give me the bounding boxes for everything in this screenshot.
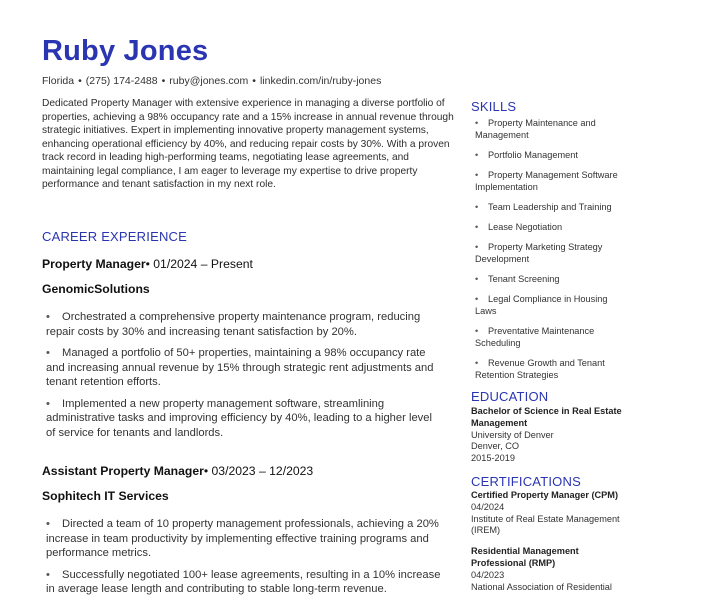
bullet-text: Directed a team of 10 property management professionals, achieving a 20% increase in team productivity by implementing effective training programs and performance metrics. [46,518,439,559]
certification-name: Residential Management Professional (RMP) [471,546,579,568]
job-bullet [42,346,442,390]
bullet-text: Implemented a new property management software, streamlining administrative tasks and improving efficiency by 40%, leading to a higher level of service for tenants and landlords. [46,397,432,439]
bullet-marker: • [46,397,50,410]
certification-date: 04/2024 [471,501,505,512]
bullet-marker: • [475,170,479,180]
job-company: GenomicSolutions [42,282,150,296]
contact-separator: • [78,75,82,87]
contact-separator: • [252,75,256,87]
job-title-line [42,463,442,479]
contact-phone: (275) 174-2488 [85,75,158,87]
job-dates: • 01/2024 – Present [145,257,253,271]
certification-issuer: Institute of Real Estate Management (IREM) [471,513,620,536]
job-bullet [42,310,442,339]
education-entry [471,406,631,465]
bullet-marker: • [475,150,479,160]
skill-label: Property Marketing Strategy Development [475,242,603,264]
contact-linkedin: linkedin.com/in/ruby-jones [259,75,382,87]
job-role: Property Manager [42,257,146,271]
bullet-marker: • [475,358,479,368]
skill-item [471,293,631,317]
contact-separator: • [161,75,166,87]
skill-label: Property Management Software Implementation [475,170,618,192]
career-experience-heading: CAREER EXPERIENCE [42,229,187,244]
skill-label: Tenant Screening [488,274,560,284]
job-bullets [42,310,442,440]
contact-email: ruby@jones.com [169,75,249,87]
education-years: 2015-2019 [471,453,515,464]
contact-location: Florida [42,75,75,87]
skill-label: Property Maintenance and Management [475,118,596,140]
certification-entry [471,490,631,537]
skill-item [471,241,631,265]
bullet-text: Orchestrated a comprehensive property maintenance program, reducing repair costs by 30% and increasing tenant satisfaction by 20%. [46,311,421,338]
bullet-text: Successfully negotiated 100+ lease agreements, resulting in a 10% increase in average lease length and contributing to stable long-term revenue. [46,568,441,595]
certification-name: Certified Property Manager (CPM) [471,489,619,500]
education-heading: EDUCATION [471,389,549,404]
skill-item [471,273,631,285]
skill-label: Lease Negotiation [488,222,563,232]
job-dates: • 03/2023 – 12/2023 [203,464,314,478]
skill-item [471,201,631,213]
skill-item [471,325,631,349]
job-title-line [42,256,442,272]
job-entry [42,463,442,604]
skill-item [471,169,631,193]
bullet-marker: • [475,202,479,212]
skill-label: Team Leadership and Training [488,202,612,212]
skill-label: Preventative Maintenance Scheduling [475,326,595,348]
certification-entry [471,546,631,593]
job-bullets [42,517,442,597]
bullet-text: Managed a portfolio of 50+ properties, maintaining a 98% occupancy rate and increasing annual revenue by 15% through strategic rent adjustments and tenant retention efforts. [46,347,434,388]
bullet-marker: • [475,222,479,232]
job-bullet [42,568,442,597]
skill-item [471,117,631,141]
job-role: Assistant Property Manager [42,464,204,478]
bullet-marker: • [475,118,479,128]
certification-issuer: National Association of Residential [471,581,612,592]
education-location: Denver, CO [471,441,519,452]
job-bullet [42,397,442,441]
bullet-marker: • [475,274,479,284]
skills-heading: SKILLS [471,99,517,114]
bullet-marker: • [475,326,479,336]
skill-label: Revenue Growth and Tenant Retention Strategies [475,358,605,380]
bullet-marker: • [46,568,50,581]
bullet-marker: • [475,242,479,252]
bullet-marker: • [46,347,50,359]
contact-line [42,74,381,88]
education-degree: Bachelor of Science in Real Estate Management [471,406,622,428]
certification-date: 04/2023 [471,569,505,580]
skill-label: Portfolio Management [488,150,578,160]
skill-label: Legal Compliance in Housing Laws [475,294,608,316]
bullet-marker: • [475,294,479,304]
job-entry [42,256,442,447]
skill-item [471,149,631,161]
candidate-name: Ruby Jones [42,35,209,67]
certifications-heading: CERTIFICATIONS [471,473,581,489]
bullet-marker: • [46,311,50,323]
education-school: University of Denver [471,429,554,440]
job-bullet [42,517,442,561]
skills-list [471,117,631,381]
skill-item [471,221,631,233]
bullet-marker: • [46,518,50,530]
job-company: Sophitech IT Services [42,489,169,503]
professional-summary: Dedicated Property Manager with extensive experience in managing a diverse portfolio of properties, achieving a 98% occupancy rate and a 15% increase in annual revenue through strategic initiatives. Expert in implementing innovative property management systems, enhancing operational efficiency by 40%, and reducing repair costs by 30%. With a proven track record in leading high-performing teams, negotiating lease agreements, and maintaining legal compliance, I am eager to leverage my expertise to drive property performance and tenant satisfaction in my next role. [42,98,454,190]
skill-item [471,357,631,381]
right-column [471,99,631,602]
